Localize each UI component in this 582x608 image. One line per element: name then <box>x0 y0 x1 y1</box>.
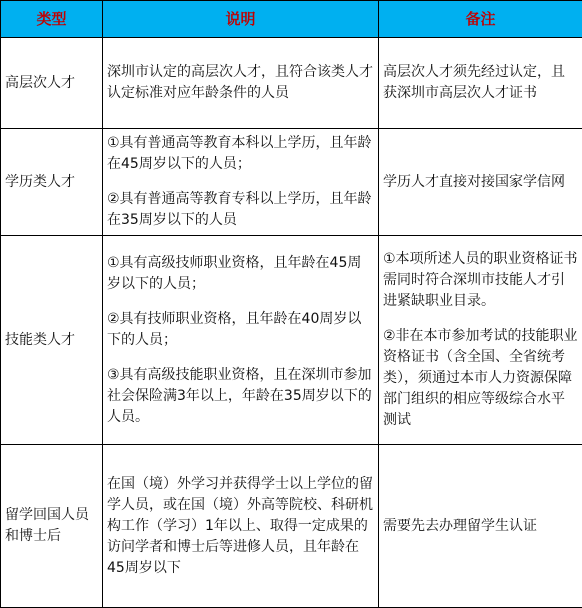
header-row <box>1 1 582 38</box>
note-cell <box>379 129 582 236</box>
header-type: 类型 <box>1 1 103 38</box>
description-text: ①具有高级技师职业资格，且年龄在45周岁以下的人员； <box>107 253 374 295</box>
description-cell <box>103 38 379 129</box>
type-cell: 高层次人才 <box>1 38 103 129</box>
table-row <box>1 129 582 236</box>
note-cell <box>379 445 582 608</box>
note-text: ①本项所述人员的职业资格证书需同时符合深圳市技能人才引进紧缺职业目录。 <box>383 249 578 312</box>
description-text: 在国（境）外学习并获得学士以上学位的留学人员，或在国（境）外高等院校、科研机构工作（学习）1年以上、取得一定成果的访问学者和博士后等进修人员，且年龄在45周岁以下 <box>107 474 374 579</box>
type-cell: 技能类人才 <box>1 236 103 445</box>
note-text: ②非在本市参加考试的技能职业资格证书（含全国、全省统考类），须通过本市人力资源保障部门组织的相应等级综合水平测试 <box>383 326 578 431</box>
description-text: ②具有技师职业资格，且年龄在40周岁以下的人员； <box>107 309 374 351</box>
description-cell <box>103 236 379 445</box>
header-description: 说明 <box>103 1 379 38</box>
header-note: 备注 <box>379 1 582 38</box>
note-text: 需要先去办理留学生认证 <box>383 516 578 537</box>
type-cell: 学历类人才 <box>1 129 103 236</box>
note-text: 学历人才直接对接国家学信网 <box>383 172 578 193</box>
table-row <box>1 236 582 445</box>
table-row <box>1 38 582 129</box>
type-cell: 留学回国人员和博士后 <box>1 445 103 608</box>
description-cell <box>103 129 379 236</box>
note-cell <box>379 236 582 445</box>
description-cell <box>103 445 379 608</box>
table-row <box>1 445 582 608</box>
note-text: 高层次人才须先经过认定，且获深圳市高层次人才证书 <box>383 62 578 104</box>
description-text: 深圳市认定的高层次人才，且符合该类人才认定标准对应年龄条件的人员 <box>107 62 374 104</box>
description-text: ①具有普通高等教育本科以上学历，且年龄在45周岁以下的人员； <box>107 133 374 175</box>
note-cell <box>379 38 582 129</box>
description-text: ③具有高级技能职业资格，且在深圳市参加社会保险满3年以上，年龄在35周岁以下的人员。 <box>107 365 374 428</box>
description-text: ②具有普通高等教育专科以上学历，且年龄在35周岁以下的人员 <box>107 189 374 231</box>
